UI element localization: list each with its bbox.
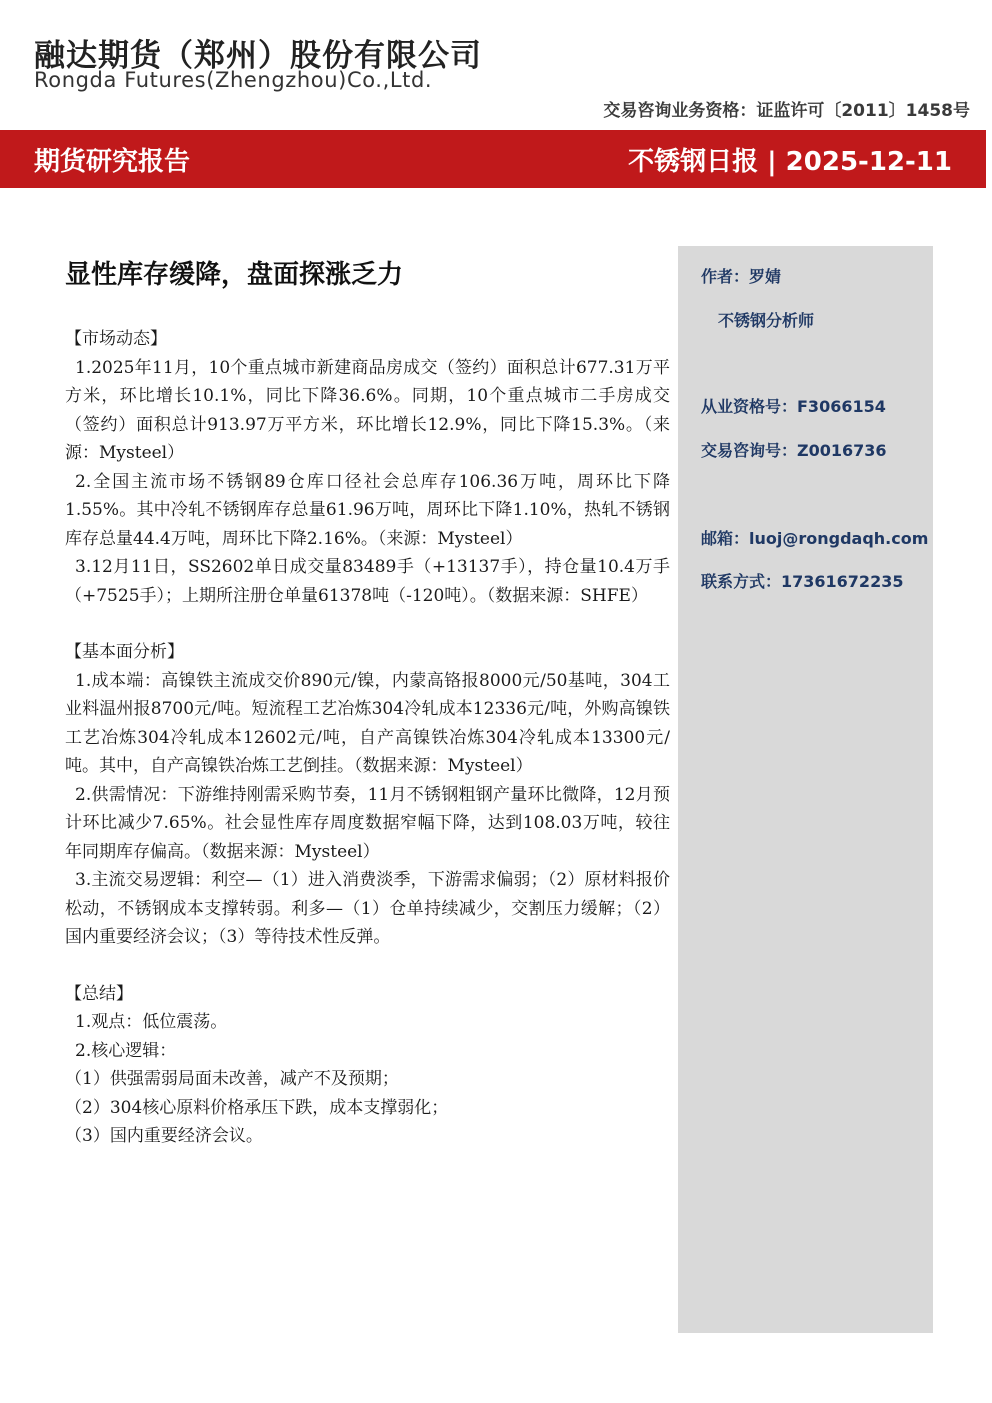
market-item: 1.2025年11月，10个重点城市新建商品房成交（签约）面积总计677.31万平方米，环比增长10.1%，同比下降36.6%。同期，10个重点城市二手房成交（签约）面积总计913.97万平方米，环比增长12.9%，同比下降15.3%。（来源：Mysteel） xyxy=(65,357,670,463)
market-section-title: 【市场动态】 xyxy=(65,329,167,349)
fundamental-section-title: 【基本面分析】 xyxy=(65,642,184,662)
author-email: 邮箱：luoj@rongdaqh.com xyxy=(701,529,929,548)
company-name-en: Rongda Futures(Zhengzhou)Co.,Ltd. xyxy=(34,68,433,92)
fundamental-item: 2.供需情况：下游维持刚需采购节奏，11月不锈钢粗钢产量环比微降，12月预计环比减少7.65%。社会显性库存周度数据窄幅下降，达到108.03万吨，较往年同期库存偏高。（数据来源：Mysteel） xyxy=(65,784,670,862)
summary-item: 1.观点：低位震荡。 xyxy=(75,1012,228,1032)
qualification-number: 从业资格号：F3066154 xyxy=(701,397,886,416)
summary-item: （3）国内重要经济会议。 xyxy=(65,1126,263,1146)
summary-item: 2.核心逻辑： xyxy=(75,1040,177,1061)
market-item: 3.12月11日，SS2602单日成交量83489手（+13137手），持仓量10.4万手（+7525手）；上期所注册仓单量61378吨（-120吨）。（数据来源：SHFE） xyxy=(65,557,670,606)
fundamental-item: 3.主流交易逻辑：利空—（1）进入消费淡季，下游需求偏弱；（2）原材料报价松动，不锈钢成本支撑转弱。利多—（1）仓单持续减少，交割压力缓解；（2）国内重要经济会议；（3）等待技术性反弹。 xyxy=(65,870,670,947)
summary-section-title: 【总结】 xyxy=(65,983,133,1004)
market-item: 2.全国主流市场不锈钢89仓库口径社会总库存106.36万吨，周环比下降1.55%。其中冷轧不锈钢库存总量61.96万吨，周环比下降1.10%，热轧不锈钢库存总量44.4万吨，周环比下降2.16%。（来源：Mysteel） xyxy=(65,471,670,549)
report-type: 期货研究报告 xyxy=(34,147,191,177)
author-sidebar xyxy=(678,246,933,1333)
consult-number: 交易咨询号：Z0016736 xyxy=(701,441,887,460)
market-section xyxy=(65,325,670,610)
summary-section xyxy=(65,980,670,1151)
author-role: 不锈钢分析师 xyxy=(718,311,815,330)
report-title-date: 不锈钢日报 | 2025-12-11 xyxy=(628,147,952,177)
report-body xyxy=(65,254,670,1179)
company-name-cn: 融达期货（郑州）股份有限公司 xyxy=(34,38,482,74)
report-headline: 显性库存缓降，盘面探涨乏力 xyxy=(65,260,404,290)
license-info: 交易咨询业务资格：证监许可〔2011〕1458号 xyxy=(603,101,970,121)
summary-item: （1）供强需弱局面未改善，减产不及预期； xyxy=(65,1069,399,1089)
fundamental-item: 1.成本端：高镍铁主流成交价890元/镍，内蒙高铬报8000元/50基吨，304工业料温州报8700元/吨。短流程工艺冶炼304冷轧成本12336元/吨，外购高镍铁工艺冶炼304冷轧成本12602元/吨，自产高镍铁冶炼304冷轧成本13300元/吨。其中，自产高镍铁冶炼工艺倒挂。（数据来源：Mysteel） xyxy=(65,670,670,776)
author-phone: 联系方式：17361672235 xyxy=(701,572,904,591)
fundamental-section xyxy=(65,638,670,952)
report-banner xyxy=(0,130,986,188)
author-name: 作者：罗婧 xyxy=(701,267,782,286)
summary-item: （2）304核心原料价格承压下跌，成本支撑弱化； xyxy=(65,1097,449,1118)
